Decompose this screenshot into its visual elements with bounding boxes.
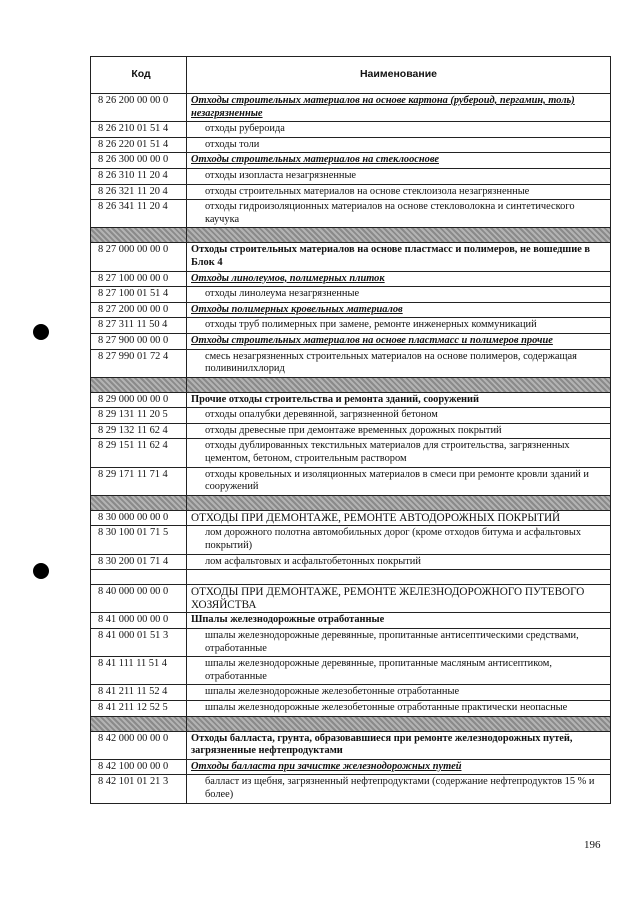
table-row	[91, 287, 610, 303]
code-cell: 8 27 200 00 00 0	[91, 303, 187, 318]
separator-row	[91, 496, 610, 511]
header-name: Наименование	[359, 68, 438, 80]
name-cell: отходы рубероида	[205, 123, 285, 135]
name-cell: лом асфальтовых и асфальтобетонных покрытий	[205, 555, 421, 567]
code-cell: 8 42 100 00 00 0	[91, 760, 187, 775]
code-cell: 8 27 100 00 00 0	[91, 272, 187, 287]
table-row	[91, 243, 610, 271]
waste-classification-table	[90, 56, 611, 804]
name-cell: отходы толи	[205, 138, 260, 150]
table-row	[91, 393, 610, 409]
table-row	[91, 775, 610, 802]
code-cell	[91, 717, 187, 731]
code-cell: 8 26 341 11 20 4	[91, 200, 187, 227]
code-cell: 8 41 000 01 51 3	[91, 629, 187, 656]
table-row	[91, 555, 610, 571]
name-cell: шпалы железнодорожные железобетонные отработанные практически неопасные	[205, 701, 568, 713]
code-cell: 8 30 000 00 00 0	[91, 511, 187, 526]
table-row	[91, 701, 610, 717]
code-cell: 8 27 900 00 00 0	[91, 334, 187, 349]
name-cell	[187, 496, 610, 510]
table-row	[91, 629, 610, 657]
name-cell: шпалы железнодорожные деревянные, пропитанные антисептическими средствами, отработанные	[205, 630, 579, 654]
code-cell	[91, 378, 187, 392]
punch-hole-top	[33, 324, 49, 340]
name-cell: ОТХОДЫ ПРИ ДЕМОНТАЖЕ, РЕМОНТЕ АВТОДОРОЖНЫХ ПОКРЫТИЙ	[191, 511, 561, 524]
table-row	[91, 185, 610, 201]
name-cell: отходы линолеума незагрязненные	[205, 288, 360, 300]
name-cell	[187, 378, 610, 392]
table-row	[91, 350, 610, 378]
code-cell: 8 26 220 01 51 4	[91, 138, 187, 153]
code-cell: 8 26 310 11 20 4	[91, 169, 187, 184]
name-cell: Отходы строительных материалов на основе картона (рубероид, пергамин, толь) незагрязненные	[191, 95, 575, 119]
page-number: 196	[584, 839, 601, 851]
table-row	[91, 439, 610, 467]
separator-row	[91, 228, 610, 243]
table-row	[91, 613, 610, 629]
name-cell: отходы гидроизоляционных материалов на основе стекловолокна и синтетического каучука	[205, 201, 575, 225]
name-cell: лом дорожного полотна автомобильных дорог (кроме отходов битума и асфальтовых покрытий)	[205, 527, 582, 552]
code-cell: 8 30 200 01 71 4	[91, 555, 187, 570]
name-cell: отходы опалубки деревянной, загрязненной бетоном	[205, 409, 438, 421]
table-row	[91, 138, 610, 154]
table-row	[91, 657, 610, 685]
name-cell: Шпалы железнодорожные отработанные	[191, 614, 385, 626]
name-cell: балласт из щебня, загрязненный нефтепродуктами (содержание нефтепродуктов 15 % и более)	[205, 776, 595, 800]
table-row	[91, 760, 610, 776]
code-cell: 8 27 100 01 51 4	[91, 287, 187, 302]
name-cell: шпалы железнодорожные железобетонные отработанные	[205, 686, 460, 698]
name-cell	[187, 717, 610, 731]
name-cell: отходы труб полимерных при замене, ремонте инженерных коммуникаций	[205, 319, 537, 331]
code-cell: 8 40 000 00 00 0	[91, 585, 187, 612]
code-cell: 8 41 211 11 52 4	[91, 685, 187, 700]
table-row	[91, 200, 610, 228]
name-cell: Отходы полимерных кровельных материалов	[191, 303, 403, 315]
table-row	[91, 585, 610, 613]
table-row	[91, 334, 610, 350]
code-cell	[91, 228, 187, 242]
code-cell: 8 29 171 11 71 4	[91, 468, 187, 495]
code-cell: 8 30 100 01 71 5	[91, 526, 187, 553]
name-cell: отходы древесные при демонтаже временных дорожных покрытий	[205, 424, 502, 436]
code-cell: 8 29 131 11 20 5	[91, 408, 187, 423]
code-cell: 8 29 151 11 62 4	[91, 439, 187, 466]
code-cell: 8 26 321 11 20 4	[91, 185, 187, 200]
code-cell: 8 27 990 01 72 4	[91, 350, 187, 377]
code-cell: 8 41 211 12 52 5	[91, 701, 187, 716]
code-cell: 8 29 000 00 00 0	[91, 393, 187, 408]
code-cell: 8 41 000 00 00 0	[91, 613, 187, 628]
code-cell: 8 26 200 00 00 0	[91, 94, 187, 121]
name-cell: Отходы строительных материалов на основе пластмасс и полимеров прочие	[191, 334, 553, 346]
table-row	[91, 318, 610, 334]
table-row	[91, 732, 610, 760]
separator-row	[91, 717, 610, 732]
table-row	[91, 303, 610, 319]
empty-row	[91, 570, 610, 585]
code-cell: 8 42 000 00 00 0	[91, 732, 187, 759]
table-row	[91, 94, 610, 122]
table-header	[91, 57, 610, 94]
table-row	[91, 685, 610, 701]
name-cell: Отходы балласта, грунта, образовавшиеся при ремонте железнодорожных путей, загрязненные нефтепродуктами	[191, 732, 573, 757]
code-cell: 8 26 300 00 00 0	[91, 153, 187, 168]
table-row	[91, 122, 610, 138]
code-cell	[91, 496, 187, 510]
code-cell: 8 27 311 11 50 4	[91, 318, 187, 333]
name-cell: Прочие отходы строительства и ремонта зданий, сооружений	[191, 393, 480, 405]
name-cell: отходы дублированных текстильных материалов для строительства, загрязненных цементом, бетоном, строительным раствором	[205, 440, 570, 465]
code-cell: 8 27 000 00 00 0	[91, 243, 187, 270]
code-cell: 8 42 101 01 21 3	[91, 775, 187, 802]
table-row	[91, 272, 610, 288]
name-cell: Отходы строительных материалов на стеклооснове	[191, 154, 439, 166]
table-row	[91, 526, 610, 554]
name-cell: ОТХОДЫ ПРИ ДЕМОНТАЖЕ, РЕМОНТЕ ЖЕЛЕЗНОДОРОЖНОГО ПУТЕВОГО ХОЗЯЙСТВА	[191, 586, 585, 611]
punch-hole-bottom	[33, 563, 49, 579]
name-cell: отходы кровельных и изоляционных материалов в смеси при ремонте кровли зданий и сооружений	[205, 468, 589, 493]
separator-row	[91, 378, 610, 393]
code-cell	[91, 570, 187, 584]
name-cell: отходы изопласта незагрязненные	[205, 169, 357, 181]
name-cell	[187, 228, 610, 242]
table-row	[91, 408, 610, 424]
name-cell: Отходы строительных материалов на основе пластмасс и полимеров, не вошедшие в Блок 4	[191, 244, 591, 268]
name-cell	[187, 570, 610, 584]
table-row	[91, 511, 610, 527]
name-cell: Отходы балласта при зачистке железнодорожных путей	[191, 760, 462, 772]
header-code: Код	[91, 57, 187, 93]
name-cell: шпалы железнодорожные деревянные, пропитанные масляным антисептиком, отработанные	[205, 658, 552, 682]
name-cell: отходы строительных материалов на основе стеклоизола незагрязненные	[205, 185, 530, 197]
table-row	[91, 424, 610, 440]
table-row	[91, 153, 610, 169]
table-row	[91, 468, 610, 496]
code-cell: 8 41 111 11 51 4	[91, 657, 187, 684]
name-cell: Отходы линолеумов, полимерных плиток	[191, 272, 385, 284]
table-row	[91, 169, 610, 185]
name-cell: смесь незагрязненных строительных материалов на основе полимеров, содержащая поливинилхлорид	[205, 350, 577, 375]
code-cell: 8 29 132 11 62 4	[91, 424, 187, 439]
code-cell: 8 26 210 01 51 4	[91, 122, 187, 137]
